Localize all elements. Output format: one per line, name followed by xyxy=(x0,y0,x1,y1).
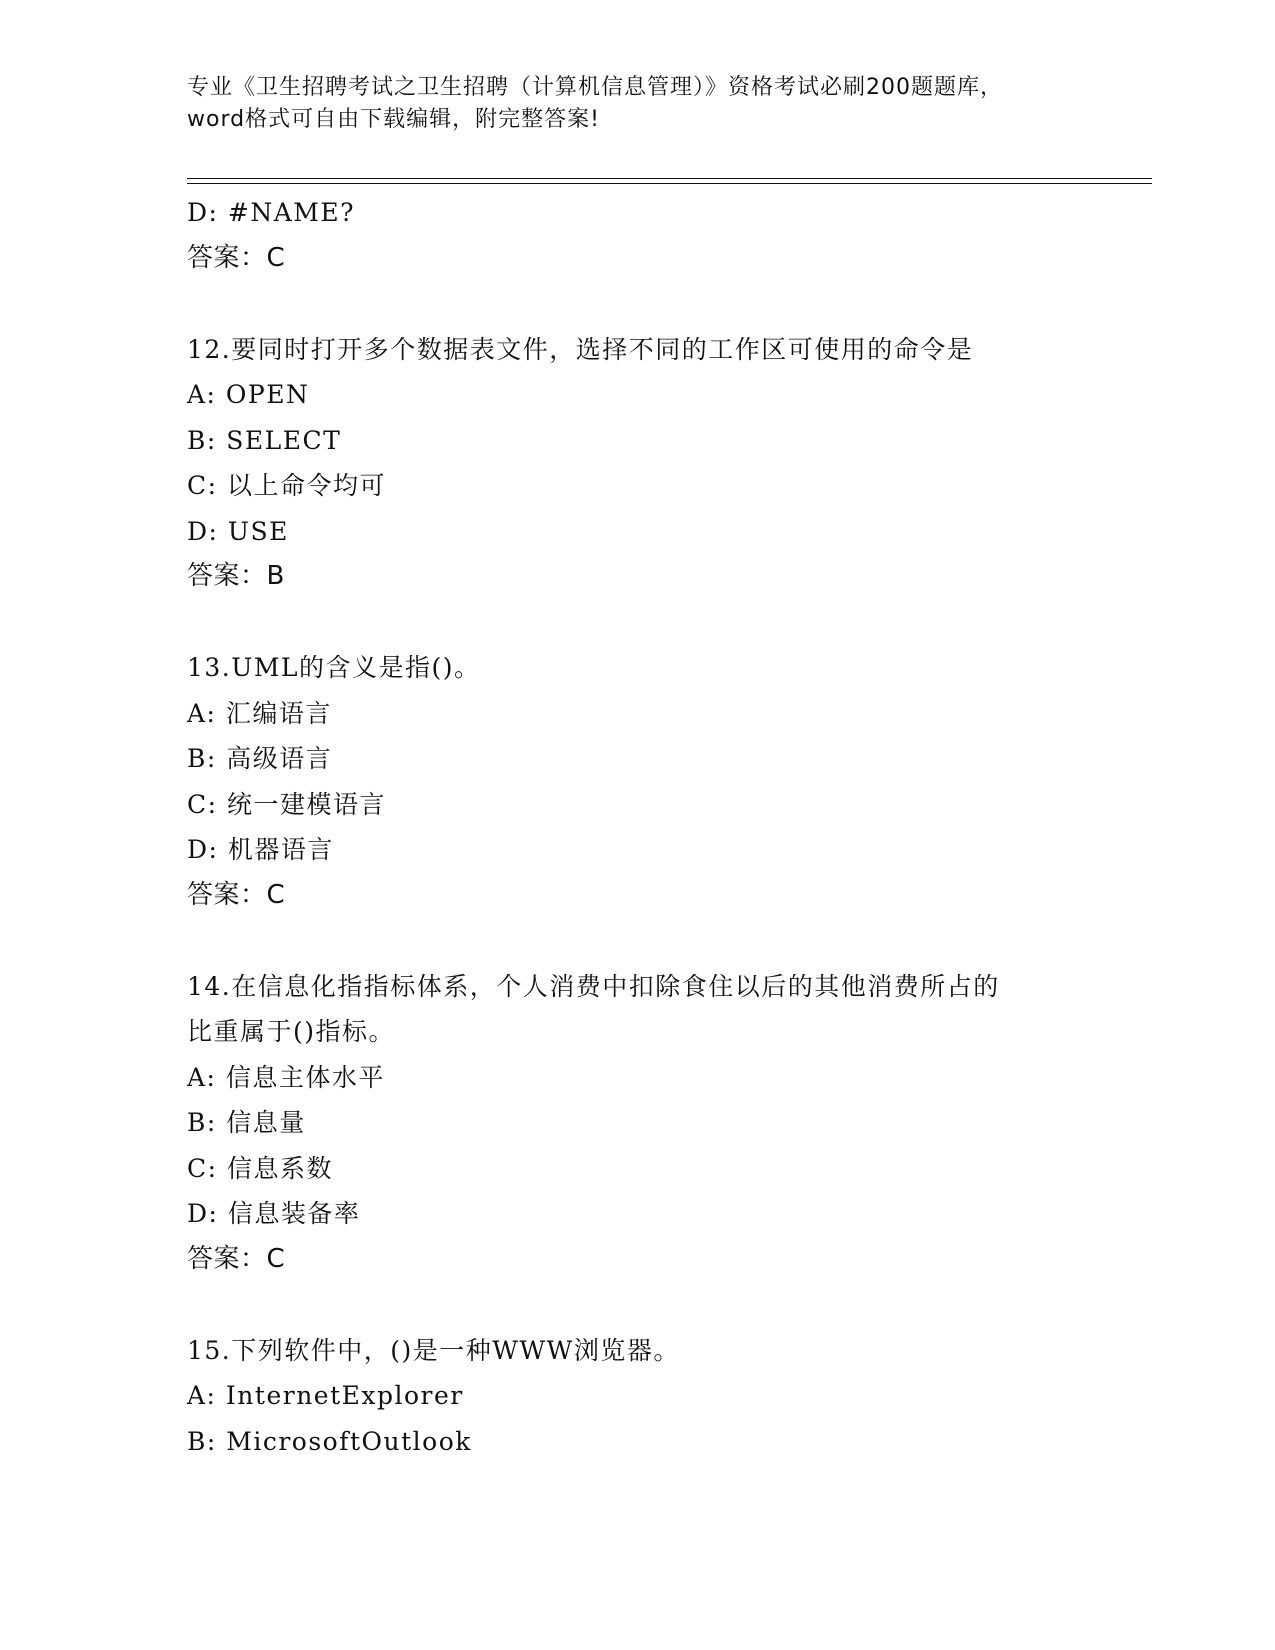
question-stem: 12.要同时打开多个数据表文件，选择不同的工作区可使用的命令是 xyxy=(187,334,974,364)
option-b: B: 高级语言 xyxy=(187,744,333,773)
option-c: C: 信息系数 xyxy=(187,1153,333,1183)
header-title-line-2: word格式可自由下载编辑，附完整答案! xyxy=(187,107,600,132)
header-divider-top xyxy=(187,178,1152,179)
option-d: D: 机器语言 xyxy=(187,835,334,864)
option-c: C: 统一建模语言 xyxy=(187,789,386,819)
option-d: D: USE xyxy=(187,516,289,546)
answer-label: 答案：C xyxy=(187,1243,286,1274)
option-a: A: 信息主体水平 xyxy=(187,1062,385,1092)
option-b: B: MicrosoftOutlook xyxy=(187,1426,472,1456)
option-d: D: #NAME? xyxy=(187,198,356,227)
question-list xyxy=(187,190,1152,1464)
spacer xyxy=(187,281,1152,327)
spacer xyxy=(187,1282,1152,1328)
question-14 xyxy=(187,964,1152,1283)
question-stem: 15.下列软件中，()是一种WWW浏览器。 xyxy=(187,1335,680,1365)
answer-label: 答案：C xyxy=(187,879,286,910)
question-11-tail xyxy=(187,190,1152,281)
spacer xyxy=(187,918,1152,964)
spacer xyxy=(187,600,1152,646)
option-b: B: 信息量 xyxy=(187,1108,306,1137)
question-15 xyxy=(187,1328,1152,1465)
question-13 xyxy=(187,645,1152,918)
option-a: A: 汇编语言 xyxy=(187,698,332,728)
document-header xyxy=(187,72,1087,136)
option-d: D: 信息装备率 xyxy=(187,1199,361,1228)
answer-label: 答案：C xyxy=(187,242,286,273)
answer-label: 答案：B xyxy=(187,561,285,591)
option-a: A: InternetExplorer xyxy=(187,1381,464,1410)
question-stem: 13.UML的含义是指()。 xyxy=(187,653,481,682)
option-b: B: SELECT xyxy=(187,425,342,455)
question-stem-line-2: 比重属于()指标。 xyxy=(187,1017,396,1046)
header-title-line-1: 专业《卫生招聘考试之卫生招聘（计算机信息管理）》资格考试必刷200题题库， xyxy=(187,75,1003,100)
question-12 xyxy=(187,327,1152,600)
header-divider-bottom xyxy=(187,183,1152,184)
question-stem-line-1: 14.在信息化指指标体系，个人消费中扣除食住以后的其他消费所占的 xyxy=(187,971,1000,1001)
option-a: A: OPEN xyxy=(187,380,310,409)
option-c: C: 以上命令均可 xyxy=(187,471,386,500)
